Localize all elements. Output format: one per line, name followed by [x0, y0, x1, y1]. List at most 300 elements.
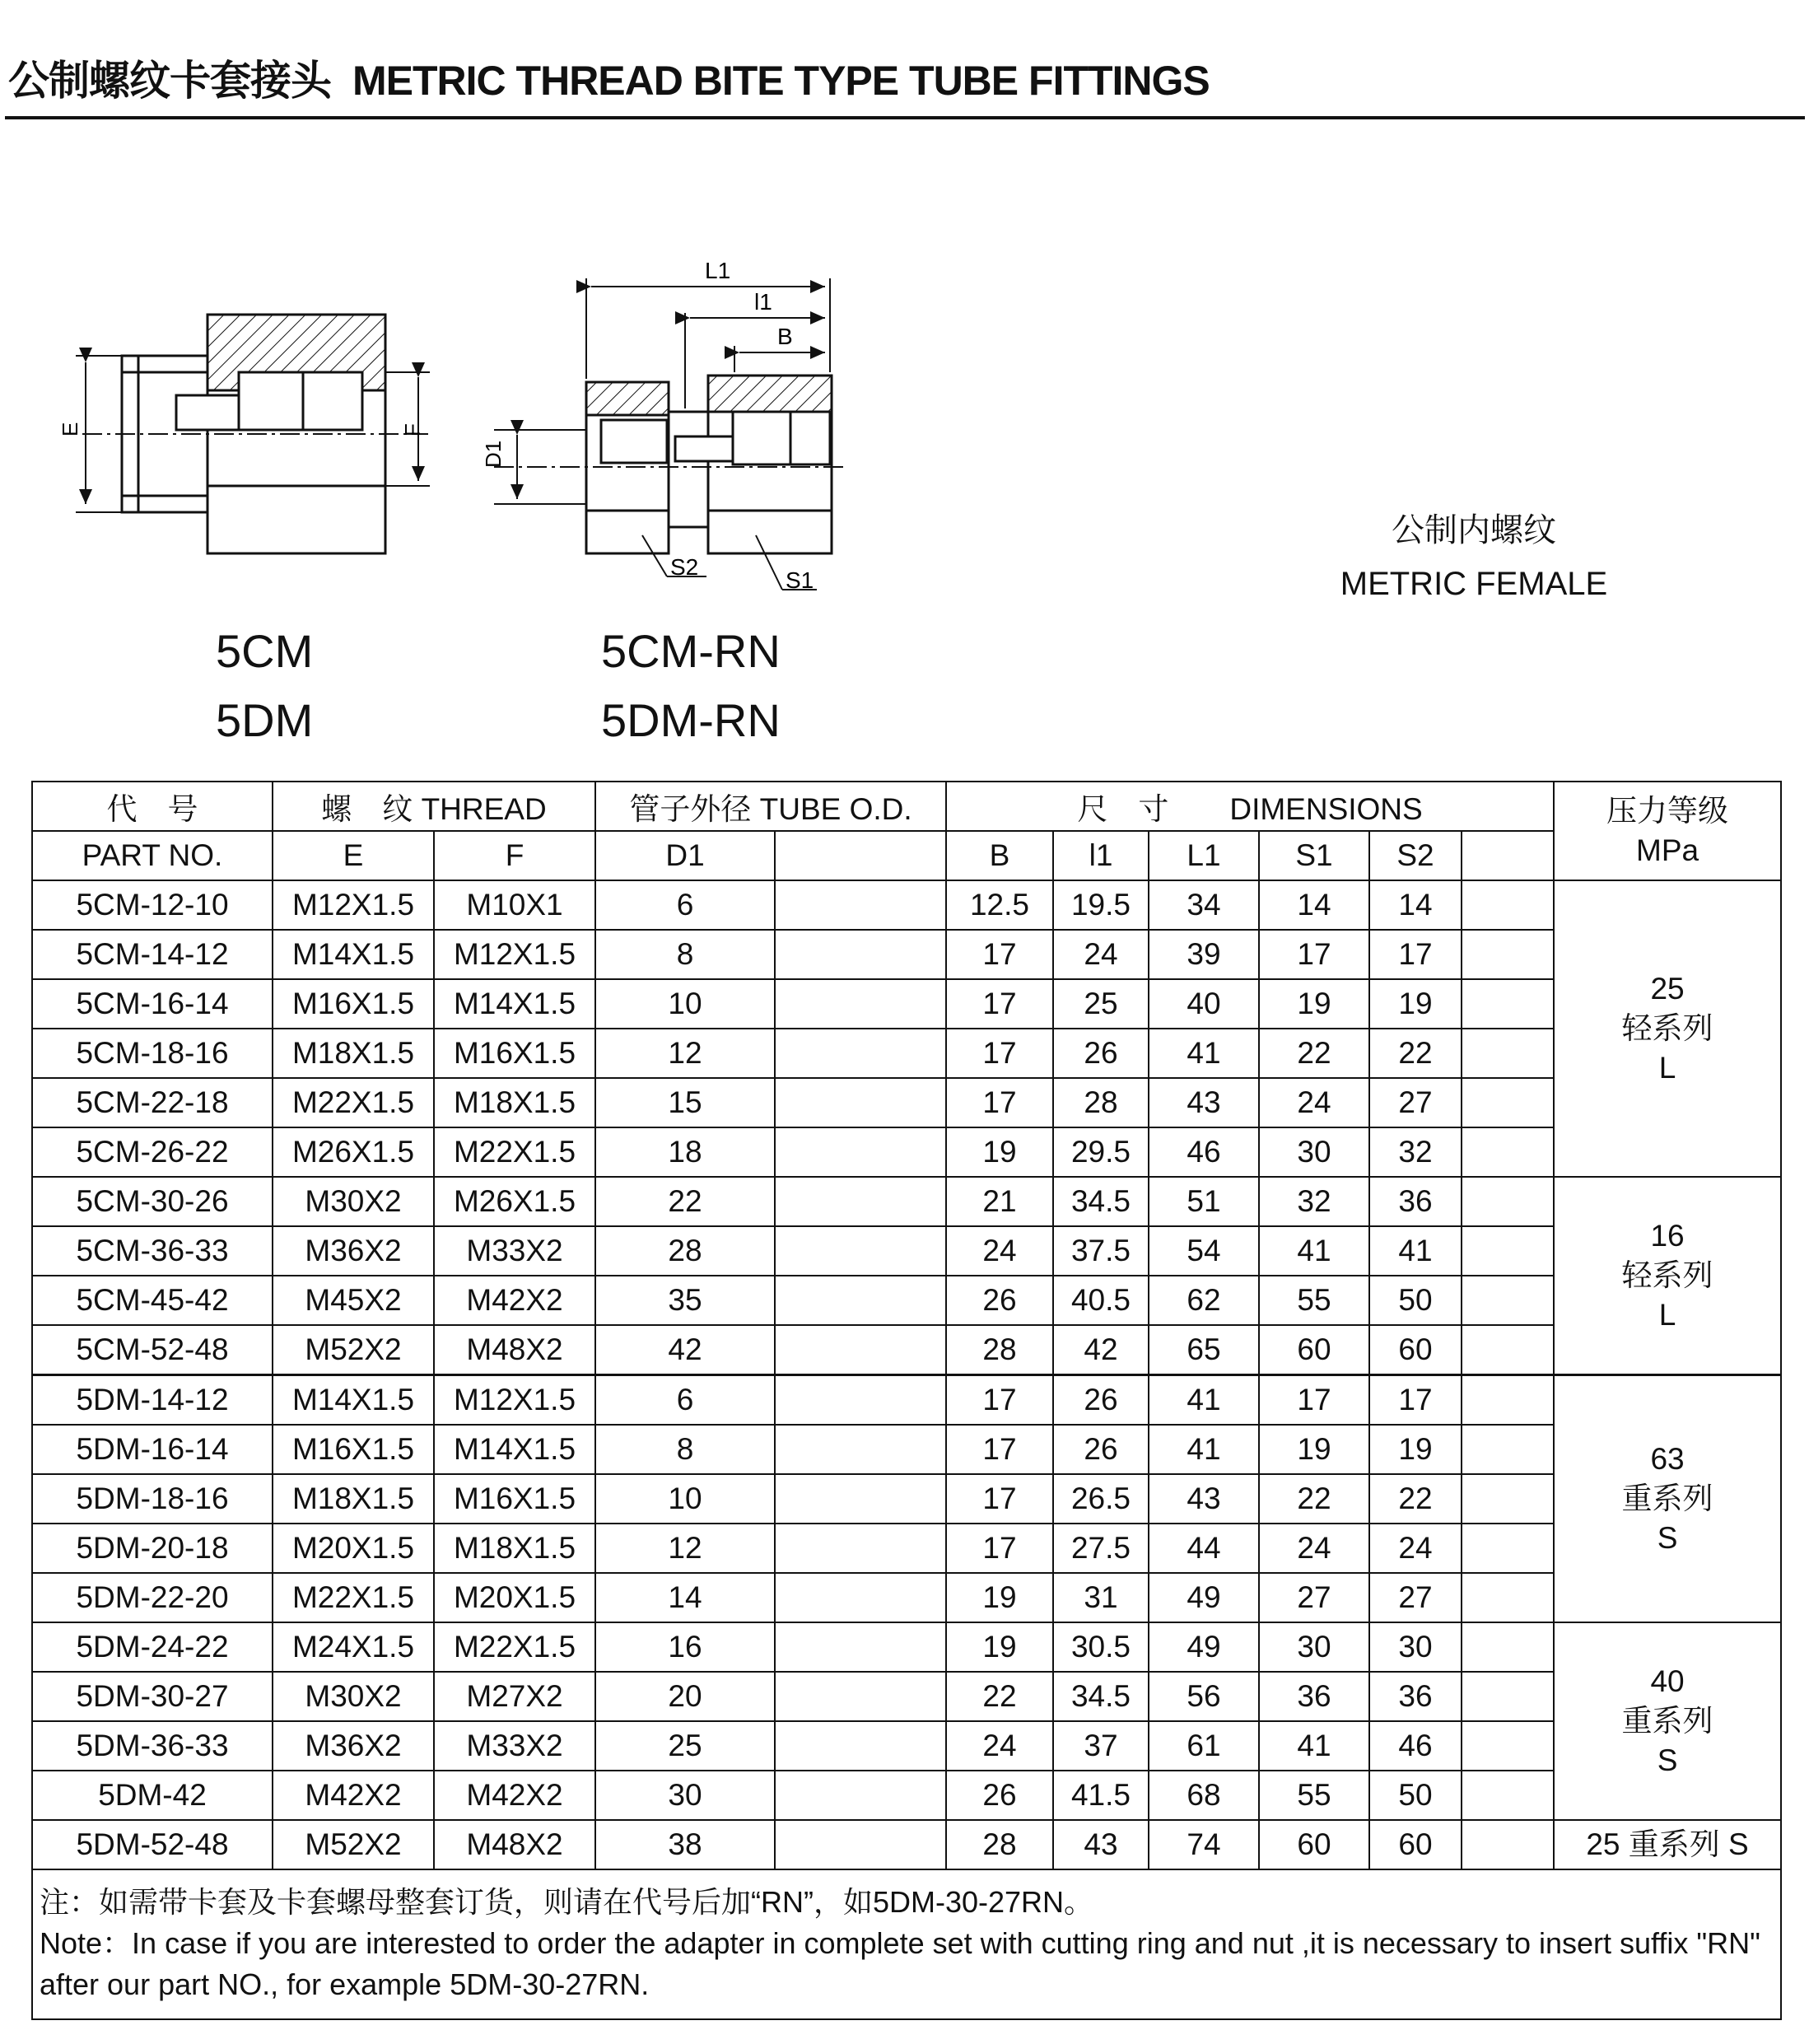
note: [32, 1869, 1781, 2019]
table-cell: 40: [1149, 979, 1259, 1029]
table-cell: M42X2: [273, 1771, 434, 1820]
table-cell: 5DM-36-33: [32, 1721, 273, 1771]
table-cell: M36X2: [273, 1721, 434, 1771]
table-cell: 22: [1369, 1474, 1462, 1524]
table-cell: 30.5: [1053, 1622, 1149, 1672]
table-cell: 22: [1369, 1029, 1462, 1078]
table-row: [32, 1276, 1781, 1325]
table-cell-blank: [775, 1375, 946, 1426]
table-cell: 37: [1053, 1721, 1149, 1771]
table-cell: 42: [595, 1325, 775, 1375]
table-cell: 8: [595, 930, 775, 979]
table-cell-blank: [1462, 1078, 1554, 1127]
table-cell: 50: [1369, 1276, 1462, 1325]
table-cell: M14X1.5: [273, 1375, 434, 1426]
note-cn: 注：如需带卡套及卡套螺母整套订货，则请在代号后加“RN”，如5DM-30-27RN。: [40, 1885, 1094, 1919]
pressure-mpa: 63: [1650, 1442, 1685, 1476]
table-cell: 14: [1259, 880, 1369, 930]
table-cell: 30: [1369, 1622, 1462, 1672]
table-cell: 5CM-45-42: [32, 1276, 273, 1325]
table-cell: 17: [946, 930, 1053, 979]
table-cell: 19: [1259, 979, 1369, 1029]
table-cell: M12X1.5: [434, 930, 595, 979]
header-part-cn: 代 号: [32, 782, 273, 831]
table-cell: 26: [946, 1276, 1053, 1325]
table-cell-blank: [1462, 979, 1554, 1029]
table-row: [32, 1325, 1781, 1375]
table-cell: 18: [595, 1127, 775, 1177]
dim-label-f: F: [400, 423, 425, 436]
table-cell: 6: [595, 880, 775, 930]
table-cell: 17: [946, 1425, 1053, 1474]
table-cell: 5DM-30-27: [32, 1672, 273, 1721]
table-cell: 15: [595, 1078, 775, 1127]
type-label-cn: 公制内螺纹: [1392, 511, 1556, 549]
table-cell: 10: [595, 979, 775, 1029]
table-cell: 5DM-18-16: [32, 1474, 273, 1524]
table-cell: M22X1.5: [273, 1078, 434, 1127]
table-cell-blank: [1462, 930, 1554, 979]
table-cell: 49: [1149, 1573, 1259, 1622]
table-cell-blank: [775, 1276, 946, 1325]
table-cell-blank: [775, 979, 946, 1029]
table-cell: 26: [1053, 1375, 1149, 1426]
table-cell: 17: [1259, 930, 1369, 979]
table-cell: 50: [1369, 1771, 1462, 1820]
table-cell: 34: [1149, 880, 1259, 930]
spec-table-body: [32, 880, 1781, 1869]
header-pressure: [1554, 782, 1781, 880]
dim-label-d1: D1: [481, 440, 506, 468]
table-cell: 36: [1369, 1672, 1462, 1721]
table-cell: 12.5: [946, 880, 1053, 930]
model-5cm: 5CM: [216, 625, 314, 677]
table-cell: M22X1.5: [273, 1573, 434, 1622]
table-cell: 5CM-30-26: [32, 1177, 273, 1226]
table-cell: M33X2: [434, 1721, 595, 1771]
table-cell: 39: [1149, 930, 1259, 979]
table-cell: 17: [946, 1375, 1053, 1426]
table-cell: 5DM-22-20: [32, 1573, 273, 1622]
table-cell: 56: [1149, 1672, 1259, 1721]
dim-label-s2: S2: [670, 554, 699, 580]
table-cell: 22: [595, 1177, 775, 1226]
dim-label-l1-upper: L1: [705, 258, 731, 283]
table-cell: 5DM-42: [32, 1771, 273, 1820]
title-cn: 公制螺纹卡套接头: [8, 57, 331, 105]
table-cell: M18X1.5: [273, 1029, 434, 1078]
table-cell: 38: [595, 1820, 775, 1869]
table-cell: 17: [1369, 930, 1462, 979]
table-row: [32, 1078, 1781, 1127]
table-cell: 24: [946, 1721, 1053, 1771]
table-cell: 21: [946, 1177, 1053, 1226]
table-cell-blank: [1462, 880, 1554, 930]
table-cell: M45X2: [273, 1276, 434, 1325]
header-pressure-unit: MPa: [1636, 833, 1699, 867]
table-cell: 17: [946, 1078, 1053, 1127]
table-cell: 5CM-22-18: [32, 1078, 273, 1127]
table-cell-blank: [775, 1771, 946, 1820]
pressure-group-cell: [1554, 1177, 1781, 1375]
table-cell: 34.5: [1053, 1672, 1149, 1721]
table-cell: 36: [1259, 1672, 1369, 1721]
table-cell: M30X2: [273, 1177, 434, 1226]
note-en: Note：In case if you are interested to order the adapter in complete set with cutting ring and nut ,it is necessary to insert suffix "RN" after our part NO., for example 5DM-30-27RN.: [40, 1926, 1760, 2001]
table-cell: 17: [946, 1474, 1053, 1524]
table-cell: 68: [1149, 1771, 1259, 1820]
table-cell: 5DM-14-12: [32, 1375, 273, 1426]
table-cell: 24: [1259, 1078, 1369, 1127]
header-s1: S1: [1259, 831, 1369, 880]
model-5dm-rn: 5DM-RN: [601, 694, 781, 746]
table-cell: 5CM-26-22: [32, 1127, 273, 1177]
table-cell-blank: [775, 1127, 946, 1177]
table-cell: M36X2: [273, 1226, 434, 1276]
table-cell: 60: [1369, 1820, 1462, 1869]
table-cell: 55: [1259, 1276, 1369, 1325]
pressure-mpa: 16: [1650, 1219, 1685, 1253]
table-cell-blank: [1462, 1524, 1554, 1573]
table-row: [32, 1425, 1781, 1474]
table-cell: M42X2: [434, 1771, 595, 1820]
table-cell-blank: [1462, 1325, 1554, 1375]
header-blank-1: [775, 831, 946, 880]
table-cell: 6: [595, 1375, 775, 1426]
dim-label-l1-lower: l1: [754, 289, 772, 315]
table-cell-blank: [1462, 1622, 1554, 1672]
table-cell: 43: [1149, 1474, 1259, 1524]
table-cell: 41: [1259, 1721, 1369, 1771]
table-cell: 28: [946, 1325, 1053, 1375]
table-cell: 27: [1369, 1573, 1462, 1622]
table-cell: 32: [1369, 1127, 1462, 1177]
table-cell: 10: [595, 1474, 775, 1524]
table-cell: 26.5: [1053, 1474, 1149, 1524]
table-cell: 22: [1259, 1474, 1369, 1524]
table-cell: M26X1.5: [434, 1177, 595, 1226]
table-cell: 17: [946, 979, 1053, 1029]
table-cell: M12X1.5: [434, 1375, 595, 1426]
pressure-series-en: S: [1657, 1521, 1678, 1555]
table-cell-blank: [775, 880, 946, 930]
table-cell-blank: [1462, 1276, 1554, 1325]
table-cell: M12X1.5: [273, 880, 434, 930]
table-cell-blank: [775, 1474, 946, 1524]
table-cell-blank: [1462, 1029, 1554, 1078]
table-cell: 24: [946, 1226, 1053, 1276]
table-cell: 14: [1369, 880, 1462, 930]
table-cell: 26: [946, 1771, 1053, 1820]
table-row: [32, 1177, 1781, 1226]
table-cell-blank: [1462, 1721, 1554, 1771]
table-cell-blank: [1462, 1771, 1554, 1820]
header-thread: 螺 纹 THREAD: [273, 782, 595, 831]
header-s2: S2: [1369, 831, 1462, 880]
table-cell-blank: [1462, 1573, 1554, 1622]
table-cell-blank: [1462, 1425, 1554, 1474]
spec-table: [31, 781, 1782, 2020]
table-cell: M16X1.5: [434, 1029, 595, 1078]
table-cell: 32: [1259, 1177, 1369, 1226]
pressure-group-cell: [1554, 1375, 1781, 1623]
type-label-en: METRIC FEMALE: [1340, 566, 1608, 602]
table-cell: 37.5: [1053, 1226, 1149, 1276]
table-cell: M20X1.5: [273, 1524, 434, 1573]
table-row: [32, 1820, 1781, 1869]
model-5cm-rn: 5CM-RN: [601, 625, 781, 677]
table-cell: M18X1.5: [273, 1474, 434, 1524]
table-cell: 28: [1053, 1078, 1149, 1127]
table-row: [32, 880, 1781, 930]
header-tube-od: 管子外径 TUBE O.D.: [595, 782, 946, 831]
table-cell: 5CM-16-14: [32, 979, 273, 1029]
dim-label-s1: S1: [786, 567, 814, 593]
table-cell: M14X1.5: [434, 979, 595, 1029]
pressure-series-cn: 轻系列: [1621, 1011, 1713, 1045]
table-cell: 54: [1149, 1226, 1259, 1276]
table-row: [32, 1474, 1781, 1524]
table-cell: 17: [946, 1524, 1053, 1573]
header-e: E: [273, 831, 434, 880]
dim-label-e: E: [58, 422, 82, 436]
pressure-series-en: S: [1657, 1743, 1678, 1777]
table-cell-blank: [775, 1672, 946, 1721]
table-cell: 17: [946, 1029, 1053, 1078]
table-cell: M14X1.5: [434, 1425, 595, 1474]
table-cell-blank: [1462, 1474, 1554, 1524]
pressure-group-cell: [1554, 880, 1781, 1177]
table-cell: 24: [1369, 1524, 1462, 1573]
table-cell: 34.5: [1053, 1177, 1149, 1226]
table-cell-blank: [775, 930, 946, 979]
table-cell: 40.5: [1053, 1276, 1149, 1325]
table-cell: 5CM-52-48: [32, 1325, 273, 1375]
table-cell: 22: [1259, 1029, 1369, 1078]
table-cell: 30: [1259, 1622, 1369, 1672]
pressure-mpa: 40: [1650, 1664, 1685, 1698]
table-row: [32, 1375, 1781, 1426]
page-title: [8, 48, 1210, 107]
table-cell: 36: [1369, 1177, 1462, 1226]
table-cell: M52X2: [273, 1325, 434, 1375]
pressure-series-cn: 轻系列: [1621, 1258, 1713, 1292]
table-cell: 28: [595, 1226, 775, 1276]
table-cell: 16: [595, 1622, 775, 1672]
table-cell: 51: [1149, 1177, 1259, 1226]
table-cell: 17: [1369, 1375, 1462, 1426]
table-cell-blank: [775, 1721, 946, 1771]
header-blank-2: [1462, 831, 1554, 880]
pressure-series-cn: 重系列: [1621, 1482, 1713, 1515]
table-row: [32, 1721, 1781, 1771]
table-cell: M22X1.5: [434, 1622, 595, 1672]
pressure-group-cell: [1554, 1820, 1781, 1869]
model-5dm: 5DM: [216, 694, 314, 746]
table-cell-blank: [1462, 1127, 1554, 1177]
table-cell: 19: [946, 1573, 1053, 1622]
table-cell: 19: [946, 1622, 1053, 1672]
pressure-series-cn: 重系列: [1621, 1704, 1713, 1738]
table-cell: M14X1.5: [273, 930, 434, 979]
table-cell: 62: [1149, 1276, 1259, 1325]
table-cell: 61: [1149, 1721, 1259, 1771]
table-cell: 5CM-12-10: [32, 880, 273, 930]
table-cell: 14: [595, 1573, 775, 1622]
fitting-drawings: [0, 247, 906, 626]
table-cell: 41: [1149, 1029, 1259, 1078]
table-cell: 25: [595, 1721, 775, 1771]
table-cell: M18X1.5: [434, 1078, 595, 1127]
table-cell: 22: [946, 1672, 1053, 1721]
table-cell: 30: [595, 1771, 775, 1820]
table-cell: M42X2: [434, 1276, 595, 1325]
table-cell-blank: [1462, 1820, 1554, 1869]
table-cell: 5DM-24-22: [32, 1622, 273, 1672]
table-cell-blank: [775, 1078, 946, 1127]
table-cell-blank: [775, 1524, 946, 1573]
header-part-en: PART NO.: [32, 831, 273, 880]
table-cell: 27: [1369, 1078, 1462, 1127]
table-row: [32, 1672, 1781, 1721]
table-cell: 49: [1149, 1622, 1259, 1672]
table-cell: M22X1.5: [434, 1127, 595, 1177]
table-cell: M27X2: [434, 1672, 595, 1721]
pressure-series-en: L: [1658, 1298, 1676, 1332]
table-cell: 24: [1053, 930, 1149, 979]
table-cell: 30: [1259, 1127, 1369, 1177]
table-cell: 60: [1259, 1820, 1369, 1869]
table-row: [32, 1524, 1781, 1573]
table-cell-blank: [775, 1029, 946, 1078]
table-cell: 12: [595, 1524, 775, 1573]
table-cell: 65: [1149, 1325, 1259, 1375]
table-cell: 55: [1259, 1771, 1369, 1820]
table-cell: M24X1.5: [273, 1622, 434, 1672]
table-cell: M16X1.5: [273, 979, 434, 1029]
table-cell: M20X1.5: [434, 1573, 595, 1622]
table-cell: 60: [1369, 1325, 1462, 1375]
title-en: METRIC THREAD BITE TYPE TUBE FITTINGS: [352, 58, 1210, 104]
table-cell: M16X1.5: [434, 1474, 595, 1524]
table-cell: 5DM-16-14: [32, 1425, 273, 1474]
header-d1: D1: [595, 831, 775, 880]
table-cell: M18X1.5: [434, 1524, 595, 1573]
table-cell: 5CM-36-33: [32, 1226, 273, 1276]
table-row: [32, 1029, 1781, 1078]
table-cell: M30X2: [273, 1672, 434, 1721]
pressure-mpa: 25: [1650, 972, 1685, 1006]
title-rule: [5, 116, 1805, 119]
header-f: F: [434, 831, 595, 880]
dim-label-b: B: [777, 324, 793, 349]
pressure-group-label: 25 重系列 S: [1586, 1827, 1749, 1861]
header-dimensions: 尺 寸 DIMENSIONS: [946, 782, 1554, 831]
table-cell: M52X2: [273, 1820, 434, 1869]
table-cell: 44: [1149, 1524, 1259, 1573]
table-row: [32, 1573, 1781, 1622]
header-pressure-cn: 压力等级: [1606, 794, 1729, 828]
table-cell: M48X2: [434, 1820, 595, 1869]
table-cell: 41: [1259, 1226, 1369, 1276]
table-cell: 43: [1053, 1820, 1149, 1869]
table-cell: 60: [1259, 1325, 1369, 1375]
table-cell: 19: [1369, 1425, 1462, 1474]
table-cell-blank: [1462, 1375, 1554, 1426]
table-row: [32, 1226, 1781, 1276]
table-cell-blank: [775, 1325, 946, 1375]
table-cell: 46: [1369, 1721, 1462, 1771]
table-cell: 35: [595, 1276, 775, 1325]
table-cell: 19: [1259, 1425, 1369, 1474]
table-row: [32, 1771, 1781, 1820]
drawing-5cm-rn: [586, 376, 832, 553]
table-row: [32, 979, 1781, 1029]
table-cell: 43: [1149, 1078, 1259, 1127]
table-cell: 19: [1369, 979, 1462, 1029]
table-cell-blank: [1462, 1177, 1554, 1226]
header-l1-upper: L1: [1149, 831, 1259, 880]
table-cell: 31: [1053, 1573, 1149, 1622]
table-cell: 26: [1053, 1029, 1149, 1078]
table-cell: 5CM-18-16: [32, 1029, 273, 1078]
table-cell: 8: [595, 1425, 775, 1474]
table-cell: 5CM-14-12: [32, 930, 273, 979]
type-label: [1317, 504, 1630, 603]
table-cell: 41: [1369, 1226, 1462, 1276]
table-cell: M48X2: [434, 1325, 595, 1375]
table-cell: 41: [1149, 1425, 1259, 1474]
table-cell: M26X1.5: [273, 1127, 434, 1177]
pressure-series-en: L: [1658, 1051, 1676, 1085]
table-cell: 17: [1259, 1375, 1369, 1426]
table-cell: 26: [1053, 1425, 1149, 1474]
table-cell: M10X1: [434, 880, 595, 930]
table-cell: 27: [1259, 1573, 1369, 1622]
table-cell-blank: [775, 1226, 946, 1276]
table-cell: 5DM-20-18: [32, 1524, 273, 1573]
table-cell: 41: [1149, 1375, 1259, 1426]
table-cell-blank: [775, 1820, 946, 1869]
table-cell: 27.5: [1053, 1524, 1149, 1573]
table-cell: 46: [1149, 1127, 1259, 1177]
table-cell: 28: [946, 1820, 1053, 1869]
pressure-group-cell: [1554, 1622, 1781, 1820]
table-cell-blank: [1462, 1226, 1554, 1276]
table-cell: 12: [595, 1029, 775, 1078]
table-row: [32, 1622, 1781, 1672]
table-cell-blank: [775, 1177, 946, 1226]
table-cell-blank: [775, 1573, 946, 1622]
table-cell: 5DM-52-48: [32, 1820, 273, 1869]
table-cell: 19: [946, 1127, 1053, 1177]
header-l1-lower: l1: [1053, 831, 1149, 880]
table-row: [32, 1127, 1781, 1177]
table-cell: 74: [1149, 1820, 1259, 1869]
table-cell: M33X2: [434, 1226, 595, 1276]
table-cell: M16X1.5: [273, 1425, 434, 1474]
table-cell: 19.5: [1053, 880, 1149, 930]
table-cell: 20: [595, 1672, 775, 1721]
header-b: B: [946, 831, 1053, 880]
table-cell: 29.5: [1053, 1127, 1149, 1177]
table-cell-blank: [775, 1622, 946, 1672]
table-row: [32, 930, 1781, 979]
table-cell: 24: [1259, 1524, 1369, 1573]
table-cell: 25: [1053, 979, 1149, 1029]
table-cell-blank: [775, 1425, 946, 1474]
table-cell-blank: [1462, 1672, 1554, 1721]
